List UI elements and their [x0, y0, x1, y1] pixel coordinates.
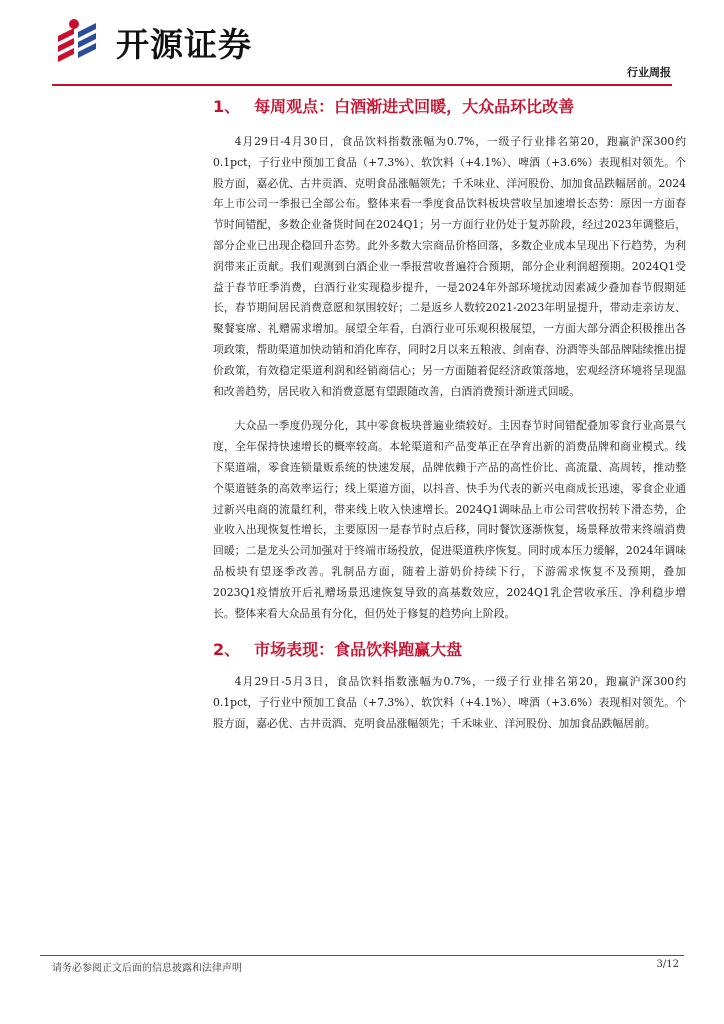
company-logo	[52, 18, 292, 64]
section-title-2	[213, 639, 686, 661]
paragraph-mass-consumer: 大众品一季度仍现分化，其中零食板块普遍业绩较好。主因春节时间错配叠加零食行业高景气度，全年保持快速增长的概率较高。本轮渠道和产品变革正在孕育出新的消费品牌和商业模式。线下渠道端，零食连锁量贩系统的快速发展，品牌依赖于产品的高性价比、高流量、高周转，推动整个渠道链条的高效率运行；线上渠道方面，以抖音、快手为代表的新兴电商成长迅速，零食企业通过新兴电商的流量红利，带来线上收入快速增长。2024Q1调味品上市公司营收拐转下滑态势，企业收入出现恢复性增长，主要原因一是春节时点后移，同时餐饮逐渐恢复，场景释放带来终端消费回暖；二是龙头公司加强对于终端市场投放，促进渠道秩序恢复。同时成本压力缓解，2024年调味品板块有望逐季改善。乳制品方面，随着上游奶价持续下行，下游需求恢复不及预期，叠加2023Q1疫情放开后礼赠场景迅速恢复导致的高基数效应，2024Q1乳企营收承压、净利稳步增长。整体来看大众品虽有分化，但仍处于修复的趋势向上阶段。	[213, 419, 686, 620]
report-type-label: 行业周报	[627, 66, 671, 79]
paragraph-market-performance: 4月29日-5月3日，食品饮料指数涨幅为0.7%，一级子行业排名第20，跑赢沪深300约0.1pct，子行业中预加工食品（+7.3%）、软饮料（+4.1%）、啤酒（+3.6%）表现相对领先。个股方面，嘉必优、古井贡酒、克明食品涨幅领先；千禾味业、洋河股份、加加食品跌幅居前。	[213, 675, 686, 730]
footer-disclaimer: 请务必参阅正文后面的信息披露和法律声明	[52, 963, 242, 974]
section-title-1	[213, 96, 686, 118]
kaiyuan-logo-icon	[52, 18, 112, 64]
section-number: 1、	[213, 97, 241, 116]
header-divider	[52, 84, 672, 86]
paragraph-baijiu-outlook: 4月29日-4月30日，食品饮料指数涨幅为0.7%，一级子行业排名第20，跑赢沪深300约0.1pct，子行业中预加工食品（+7.3%）、软饮料（+4.1%）、啤酒（+3.6%）表现相对领先。个股方面，嘉必优、古井贡酒、克明食品涨幅领先；千禾味业、洋河股份、加加食品跌幅居前。2024年上市公司一季报已全部公布。整体来看一季度食品饮料板块营收呈加速增长态势：原因一方面春节时间错配，多数企业备货时间在2024Q1；另一方面行业仍处于复苏阶段，经过2023年调整后，部分企业已出现企稳回升态势。此外多数大宗商品价格回落，多数企业成本呈现出下行趋势，为利润带来正贡献。我们观测到白酒企业一季报营收普遍符合预期，部分企业利润超预期。2024Q1受益于春节旺季消费，白酒行业实现稳步提升，一是2024年外部环境扰动因素减少叠加春节假期延长，春节期间居民消费意愿和氛围较好；二是返乡人数较2021-2023年明显提升，带动走亲访友、聚餐宴席、礼赠需求增加。展望全年看，白酒行业可乐观积极展望，一方面大部分酒企积极推出各项政策，帮助渠道加快动销和消化库存，同时2月以来五粮液、剑南春、汾酒等头部品牌陆续推出提价政策，有效稳定渠道利润和经销商信心；另一方面随着促经济政策落地，宏观经济环境将呈现温和改善趋势，居民收入和消费意愿有望跟随改善，白酒消费预计渐进式回暖。	[213, 135, 686, 398]
section-title-text: 每周观点：白酒渐进式回暖，大众品环比改善	[254, 97, 575, 116]
page-header	[0, 0, 724, 95]
section-title-text: 市场表现：食品饮料跑赢大盘	[254, 640, 463, 660]
footer-divider	[40, 955, 684, 956]
page-number: 3/12	[656, 959, 679, 970]
company-name: 开源证券	[116, 25, 252, 64]
main-content	[213, 93, 686, 735]
section-number: 2、	[213, 640, 241, 660]
